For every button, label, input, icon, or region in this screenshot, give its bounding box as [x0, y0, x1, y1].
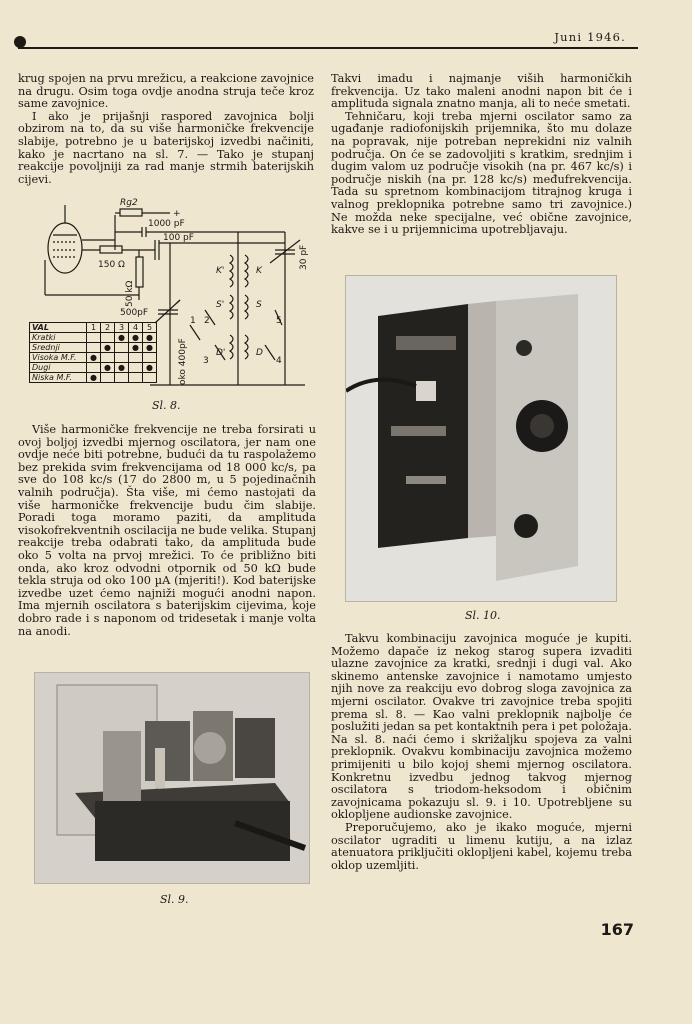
paragraph: Takvu kombinaciju zavojnica moguće je kupiti. Možemo dapače iz nekog starog supera izvaditi ulazne zavojnice za kratki, srednji i dugi val. Ako skinemo antenske zavojnice i namotamo umjesto njih nove za reakciju evo dobrog sloga zavojnica za mjerni oscilator. Ovakve tri zavojnice treba spojiti prema sl. 8. — Kao valni preklopnik najbolje će poslužiti jedan sa pet kontaktnih pera i pet položaja. Na sl. 8. naći ćemo i skrižaljku spojeva za valni preklopnik. Ovakvu kombinaciju zavojnica možemo primijeniti u bilo kojoj shemi mjernog oscilatora. Konkretnu izvedbu jednog takvog mjernog oscilatora s triodom-heksodom i običnim zavojnicama pokazuju sl. 9. i 10. Upotrebljene su oklopljene audionske zavojnice.	[331, 632, 632, 822]
table-header-cell: 4	[129, 323, 143, 333]
table-row	[30, 333, 157, 343]
table-row	[30, 353, 157, 363]
table-cell: ●	[129, 333, 143, 343]
label-n2: 2	[204, 316, 210, 326]
label-d1: D'	[216, 348, 226, 358]
table-cell: ●	[115, 363, 129, 373]
label-n4: 4	[276, 356, 282, 366]
label-n5: 5	[276, 316, 282, 326]
label-s1: S'	[216, 300, 225, 310]
table-cell	[115, 373, 129, 383]
label-n1: 1	[190, 316, 196, 326]
table-row	[30, 343, 157, 353]
paragraph: Tehničaru, koji treba mjerni oscilator samo za ugađanje radiofonijskih prijemnika, što mu dolaze na popravak, nije potreban neprekidni niz valnih područja. On će se zadovoljiti s kratkim, srednjim i dugim valom uz područje visokih (na pr. 467 kc/s) i područje niskih (na pr. 128 kc/s) međufrekvencija. Tada su spretnom kombinacijom titrajnog kruga i valnog preklopnika potrebne samo tri zavojnice.) Ne možda neke specijalne, već obične zavojnice, kakve se i u prijemnicima upotrebljavaju.	[331, 109, 632, 237]
switch-table	[29, 322, 157, 383]
label-r50k: 50 kΩ	[125, 280, 135, 307]
label-k1: K'	[216, 266, 225, 276]
right-column-bottom	[331, 633, 632, 872]
table-cell	[115, 353, 129, 363]
row-label: Srednji	[30, 343, 87, 353]
table-cell: ●	[87, 373, 101, 383]
table-cell	[101, 333, 115, 343]
table-cell	[129, 373, 143, 383]
paragraph: krug spojen na prvu mrežicu, a reakcione zavojnice na drugu. Osim toga ovdje anodna struja teče kroz same zavojnice.	[18, 72, 314, 111]
row-label: Niska M.F.	[30, 373, 87, 383]
table-cell: ●	[143, 333, 157, 343]
table-cell: ●	[87, 353, 101, 363]
table-cell	[87, 343, 101, 353]
label-r150: 150 Ω	[98, 260, 125, 270]
table-header-cell: 5	[143, 323, 157, 333]
label-n3: 3	[203, 356, 209, 366]
table-cell: ●	[143, 343, 157, 353]
table-cell	[87, 333, 101, 343]
label-k: K	[256, 266, 262, 276]
right-column-top	[331, 73, 632, 237]
figure-caption: Sl. 10.	[465, 609, 501, 622]
paragraph: Takvi imadu i najmanje viših harmoničkih frekvencija. Uz tako maleni anodni napon bit će i amplituda signala znatno manja, ali to neće smetati.	[331, 72, 632, 111]
label-rg2: Rg2	[120, 198, 138, 208]
table-row	[30, 363, 157, 373]
label-c30: 30 pF	[299, 244, 309, 270]
table-cell	[101, 373, 115, 383]
table-cell: ●	[129, 343, 143, 353]
paragraph: Preporučujemo, ako je ikako moguće, mjerni oscilator ugraditi u limenu kutiju, a na izlaz atenuatora priključiti oklopljeni kabel, kojemu treba oklop uzemljiti.	[331, 820, 632, 872]
header-rule	[18, 47, 638, 49]
label-plus: +	[173, 209, 181, 219]
issue-date: Juni 1946.	[554, 30, 626, 44]
label-c100: 100 pF	[163, 233, 194, 243]
figure-caption: Sl. 8.	[152, 399, 181, 412]
left-column-top	[18, 73, 314, 186]
figure-caption: Sl. 9.	[160, 893, 189, 906]
table-cell: ●	[115, 333, 129, 343]
label-d: D	[256, 348, 263, 358]
paragraph: I ako je prijašnji raspored zavojnica bolji obzirom na to, da su više harmoničke frekvencije slabije, potrebno je u baterijskoj izvedbi načiniti, kako je nacrtano na sl. 7. — Tako je stupanj reakcije povoljniji za rad manje strmih baterijskih cijevi.	[18, 109, 314, 186]
table-row	[30, 373, 157, 383]
table-cell	[143, 353, 157, 363]
table-header-cell: 2	[101, 323, 115, 333]
table-cell	[87, 363, 101, 373]
table-cell	[101, 353, 115, 363]
table-cell	[115, 343, 129, 353]
table-cell: ●	[143, 363, 157, 373]
table-cell	[129, 353, 143, 363]
table-header-cell: 3	[115, 323, 129, 333]
table-cell: ●	[101, 343, 115, 353]
left-column-bottom	[18, 424, 316, 638]
table-cell	[129, 363, 143, 373]
label-s: S	[256, 300, 262, 310]
label-c1000: 1000 pF	[148, 219, 185, 229]
row-label: Visoka M.F.	[30, 353, 87, 363]
label-c500: 500pF	[120, 308, 149, 318]
table-header-cell: 1	[87, 323, 101, 333]
photo-oscillator-chassis	[34, 672, 310, 884]
row-label: Kratki	[30, 333, 87, 343]
photo-oscillator-box	[345, 275, 617, 602]
page-number: 167	[600, 920, 634, 939]
label-c400: oko 400pF	[178, 338, 188, 385]
table-cell: ●	[101, 363, 115, 373]
paragraph: Više harmoničke frekvencije ne treba forsirati u ovoj boljoj izvedbi mjernog oscilatora, jer nam one ovdje neće biti potrebne, budući da tu raspolažemo bez prekida svim frekvencijama od 18 000 kc/s, pa sve do 108 kc/s (17 do 2800 m, u 5 pojedinačnih valnih područja). Šta više, mi ćemo nastojati da više harmoničke frekvencije budu čim slabije. Poradi toga moramo paziti, da amplituda visokofrekventnih oscilacija ne bude velika. Stupanj reakcije treba odabrati tako, da amplituda bude oko 5 volta na prvoj mrežici. To će približno biti onda, ako kroz odvodni otpornik od 50 kΩ bude tekla struja od oko 100 µA (mjeriti!). Kod baterijske izvedbe uzet ćemo najniži mogući anodni napon. Ima mjernih oscilatora s baterijskim cijevima, koje dobro rade i s naponom od tridesetak i manje volta na anodi.	[18, 423, 316, 638]
table-cell	[143, 373, 157, 383]
row-label: Dugi	[30, 363, 87, 373]
table-header-cell: VAL	[30, 323, 87, 333]
